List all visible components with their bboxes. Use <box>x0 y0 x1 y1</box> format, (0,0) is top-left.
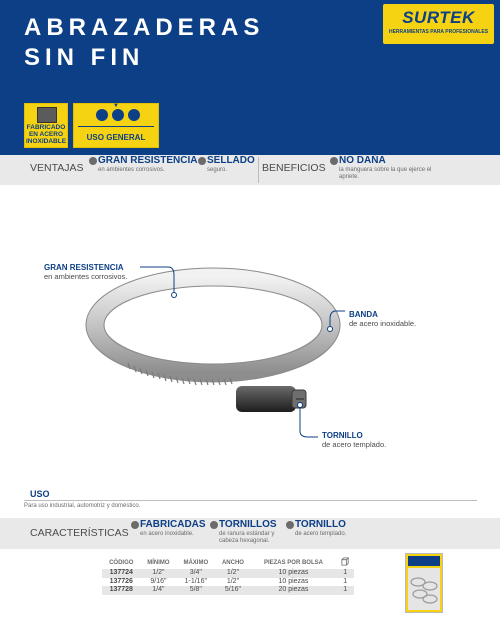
cell-ancho: 1/2" <box>215 569 250 578</box>
bullet-icon <box>89 157 97 165</box>
cell-codigo: 137728 <box>102 586 141 595</box>
cell-piezas: 10 piezas <box>278 577 309 585</box>
caracteristica-sub: de acero templado. <box>295 531 347 537</box>
home-icon <box>128 109 140 121</box>
use-badge-label: USO GENERAL <box>86 133 146 142</box>
callout-banda-sub: de acero inoxidable. <box>349 319 417 328</box>
screw-housing <box>236 386 296 412</box>
beneficio-title: NO DAÑA <box>339 155 386 166</box>
beneficios-label: BENEFICIOS <box>262 162 326 174</box>
bullet-icon <box>286 521 294 529</box>
uso-heading: USO <box>30 489 50 499</box>
uso-divider <box>24 500 477 501</box>
cell-minimo: 1/2" <box>141 569 177 578</box>
page-subtitle: SIN FIN <box>24 44 145 71</box>
specs-table <box>102 557 354 595</box>
cell-minimo: 9/16" <box>150 577 167 585</box>
ventaja-title: SELLADO <box>207 155 255 166</box>
col-ancho: ANCHO <box>221 559 244 566</box>
cell-piezas: 20 piezas <box>251 586 337 595</box>
caracteristica-title: TORNILLO <box>295 519 346 530</box>
caracteristica-sub: de ranura estándar y cabeza hexagonal. <box>219 531 275 544</box>
table-row <box>102 578 354 587</box>
use-icons <box>96 108 140 122</box>
caracteristica-title: TORNILLOS <box>219 519 277 530</box>
col-piezas: PIEZAS POR BOLSA <box>263 559 323 566</box>
bullet-icon <box>210 521 218 529</box>
package-label <box>408 556 440 566</box>
caracteristica-sub: en acero inoxidable. <box>140 531 194 537</box>
package-window <box>408 568 440 610</box>
callout-tornillo-title: TORNILLO <box>322 431 363 440</box>
cell-cajas: 1 <box>336 586 354 595</box>
col-maximo: MÁXIMO <box>183 559 209 566</box>
col-codigo: CÓDIGO <box>109 559 134 566</box>
ventaja-title: GRAN RESISTENCIA <box>98 155 198 166</box>
arrow-down-icon: ▼ <box>113 103 119 109</box>
box-icon <box>336 557 354 569</box>
callout-banda-title: BANDA <box>349 310 378 319</box>
use-badge <box>73 103 159 148</box>
col-minimo: MÍNIMO <box>147 559 170 566</box>
strip-divider <box>258 157 259 183</box>
cell-ancho: 1/2" <box>226 577 240 585</box>
factory-icon <box>96 109 108 121</box>
caracteristicas-label: CARACTERÍSTICAS <box>30 527 129 539</box>
brand-name: SURTEK <box>402 8 475 27</box>
bullet-icon <box>330 157 338 165</box>
beneficio-sub: la manguera sobre la que ejerce el apriete. <box>339 167 432 180</box>
ventaja-sub: en ambientes corrosivos. <box>98 167 165 173</box>
cell-piezas: 10 piezas <box>251 569 337 578</box>
header-banner <box>0 0 500 155</box>
bullet-icon <box>131 521 139 529</box>
package-thumbnail <box>405 553 443 613</box>
cell-maximo: 1-1/16" <box>184 577 207 585</box>
uso-description: Para uso industrial, automotriz y doméstico. <box>24 503 141 509</box>
callout-resistencia-title: GRAN RESISTENCIA <box>44 263 124 272</box>
ventajas-label: VENTAJAS <box>30 162 84 174</box>
cell-codigo: 137724 <box>102 569 141 578</box>
cell-cajas: 1 <box>343 577 348 585</box>
car-icon <box>112 109 124 121</box>
material-badge <box>24 103 68 148</box>
callout-resistencia-sub: en ambientes corrosivos. <box>44 272 128 281</box>
table-header-row <box>102 557 354 569</box>
clamp-illustration <box>0 185 500 485</box>
page-title: ABRAZADERAS <box>24 14 265 41</box>
brand-tagline: HERRAMIENTAS PARA PROFESIONALES <box>388 29 489 35</box>
callout-line-tornillo <box>300 407 318 437</box>
use-badge-divider <box>78 126 154 127</box>
table-row <box>102 569 354 578</box>
caracteristica-title: FABRICADAS <box>140 519 206 530</box>
steel-icon <box>37 107 57 123</box>
material-badge-label: FABRICADO EN ACERO INOXIDABLE <box>25 124 67 145</box>
brand-logo <box>383 4 494 44</box>
cell-maximo: 3/4" <box>176 569 215 578</box>
callout-tornillo-sub: de acero templado. <box>322 440 387 449</box>
ventaja-sub: seguro. <box>207 167 228 173</box>
cell-ancho: 5/16" <box>215 586 250 595</box>
cell-maximo: 5/8" <box>176 586 215 595</box>
table-row <box>102 586 354 595</box>
cell-cajas: 1 <box>336 569 354 578</box>
cell-minimo: 1/4" <box>141 586 177 595</box>
clamp-band <box>95 277 331 373</box>
bullet-icon <box>198 157 206 165</box>
cell-codigo: 137726 <box>109 577 133 585</box>
